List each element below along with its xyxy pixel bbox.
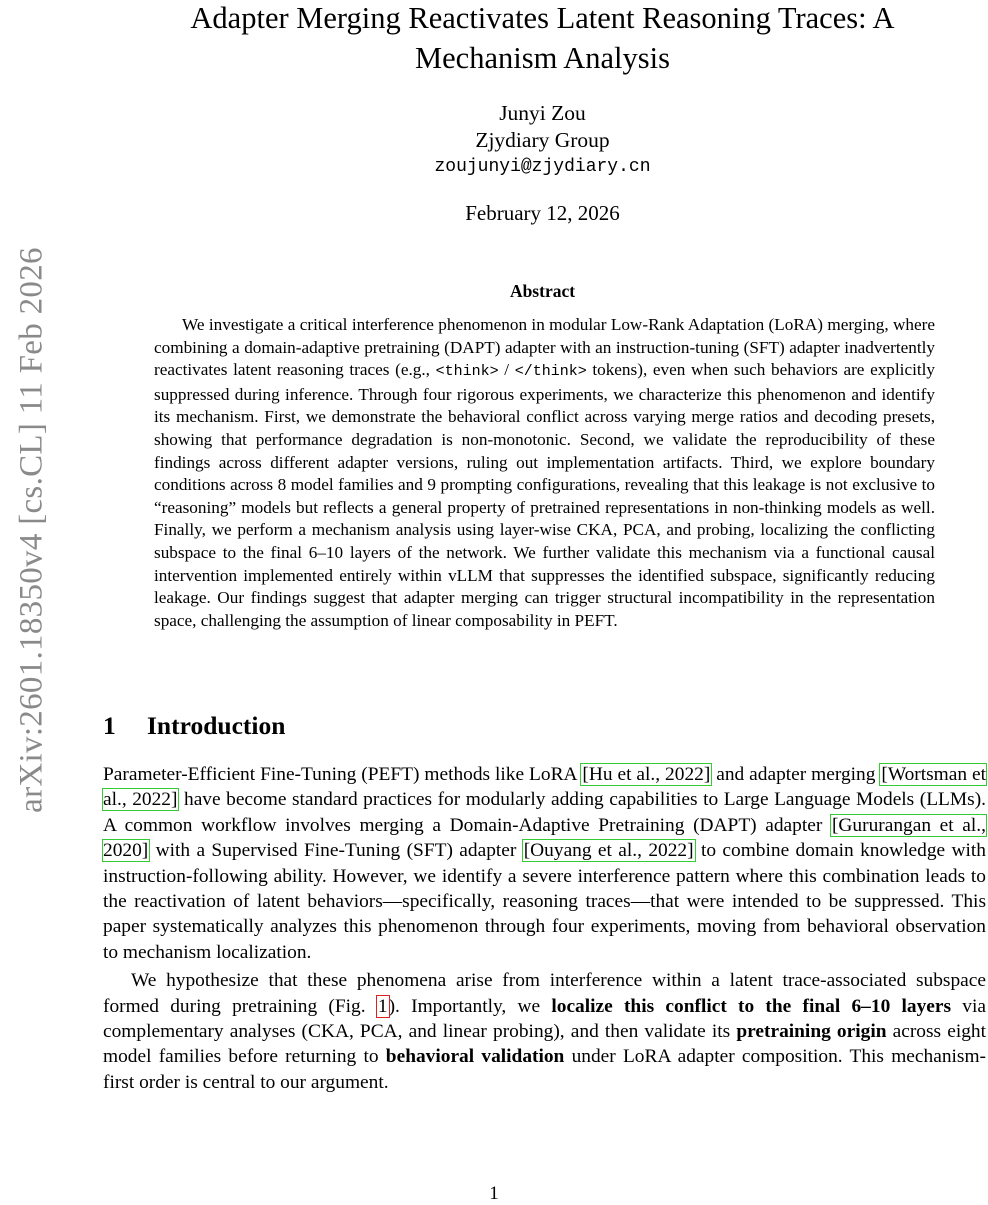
- figure-reference-link[interactable]: 1: [377, 995, 388, 1017]
- intro-text: Parameter-Efficient Fine-Tuning (PEFT) methods like LoRA: [103, 764, 582, 785]
- paper-date: February 12, 2026: [465, 201, 620, 225]
- abstract-heading: Abstract: [509, 281, 576, 301]
- section-number: 1: [103, 711, 116, 740]
- arxiv-identifier-stamp: arXiv:2601.18350v4 [cs.CL] 11 Feb 2026: [13, 247, 50, 813]
- bold-phrase: localize this conflict to the final 6–10 layers: [551, 995, 952, 1017]
- think-open-token: <think>: [435, 363, 499, 381]
- intro-text: via complementary analyses (CKA, PCA, and linear probing), and then validate its: [103, 995, 986, 1043]
- author-affiliation: Zjydiary Group: [475, 128, 610, 152]
- intro-text: under LoRA adapter composition. This mechanism-first order is central to our argument.: [103, 1046, 986, 1093]
- section-heading-introduction: [103, 711, 285, 741]
- citation-link[interactable]: [Wortsman et al., 2022]: [103, 764, 986, 811]
- intro-text: We hypothesize that these phenomena arise from interference within a latent trace-associated subspace formed during pretraining (Fig.: [103, 970, 986, 1017]
- intro-text: ). Importantly, we: [388, 995, 552, 1017]
- title-line-1: Adapter Merging Reactivates Latent Reasoning Traces: A: [190, 1, 895, 35]
- intro-text: have become standard practices for modularly adding capabilities to Large Language Models (LLMs). A common workflow involves merging a Domain-Adaptive Pretraining (DAPT) adapter: [103, 789, 986, 836]
- abstract-text-1: We investigate a critical interference phenomenon in modular Low-Rank Adaptation (LoRA) merging, where combining a domain-adaptive pretraining (DAPT) adapter with an instruction-tuning (SFT) adapter inadvertently reactivates latent reasoning traces (e.g.,: [154, 315, 935, 380]
- paper-title: [120, 0, 965, 78]
- section-title: Introduction: [147, 711, 286, 740]
- think-close-token: </think>: [514, 363, 587, 381]
- abstract-separator: /: [498, 360, 515, 380]
- author-email[interactable]: zoujunyi@zjydiary.cn: [434, 157, 651, 177]
- introduction-body: [103, 762, 986, 1095]
- intro-text: with a Supervised Fine-Tuning (SFT) adapter: [149, 840, 523, 862]
- title-line-2: Mechanism Analysis: [415, 41, 670, 75]
- author-block: [120, 100, 965, 181]
- abstract-text-2: tokens), even when such behaviors are explicitly suppressed during inference. Through four rigorous experiments, we characterize this phenomenon and identify its mechanism. First, we demonstrate the behavioral conflict across varying merge ratios and decoding presets, showing that performance degradation is non-monotonic. Second, we validate the reproducibility of these findings across different adapter versions, ruling out implementation artifacts. Third, we explore boundary conditions across 8 model families and 9 prompting configurations, revealing that this leakage is not exclusive to “reasoning” models but reflects a general property of pretrained representations in non-thinking models as well. Finally, we perform a mechanism analysis using layer-wise CKA, PCA, and probing, localizing the conflicting subspace to the final 6–10 layers of the network. We further validate this mechanism via a functional causal intervention implemented entirely within vLLM that suppresses the identified subspace, significantly reducing leakage. Our findings suggest that adapter merging can trigger structural incompatibility in the representation space, challenging the assumption of linear composability in PEFT.: [154, 360, 935, 630]
- citation-link[interactable]: [Hu et al., 2022]: [582, 764, 711, 785]
- abstract-body: [154, 314, 935, 632]
- intro-text: across eight model families before returning to: [103, 1021, 986, 1068]
- citation-link[interactable]: [Gururangan et al., 2020]: [103, 814, 987, 862]
- bold-phrase: behavioral validation: [385, 1046, 565, 1068]
- intro-text: and adapter merging: [711, 764, 881, 785]
- intro-text: to combine domain knowledge with instruction-following ability. However, we identify a severe interference pattern where this combination leads to the reactivation of latent behaviors—specifically, reasoning traces—that were intended to be suppressed. This paper systematically analyzes this phenomenon through four experiments, moving from behavioral observation to mechanism localization.: [103, 840, 986, 963]
- intro-paragraph-1: [103, 762, 986, 965]
- author-name: Junyi Zou: [499, 101, 586, 125]
- intro-paragraph-2: [103, 968, 986, 1095]
- page-number: 1: [489, 1183, 499, 1204]
- bold-phrase: pretraining origin: [736, 1021, 887, 1043]
- citation-link[interactable]: [Ouyang et al., 2022]: [523, 840, 694, 862]
